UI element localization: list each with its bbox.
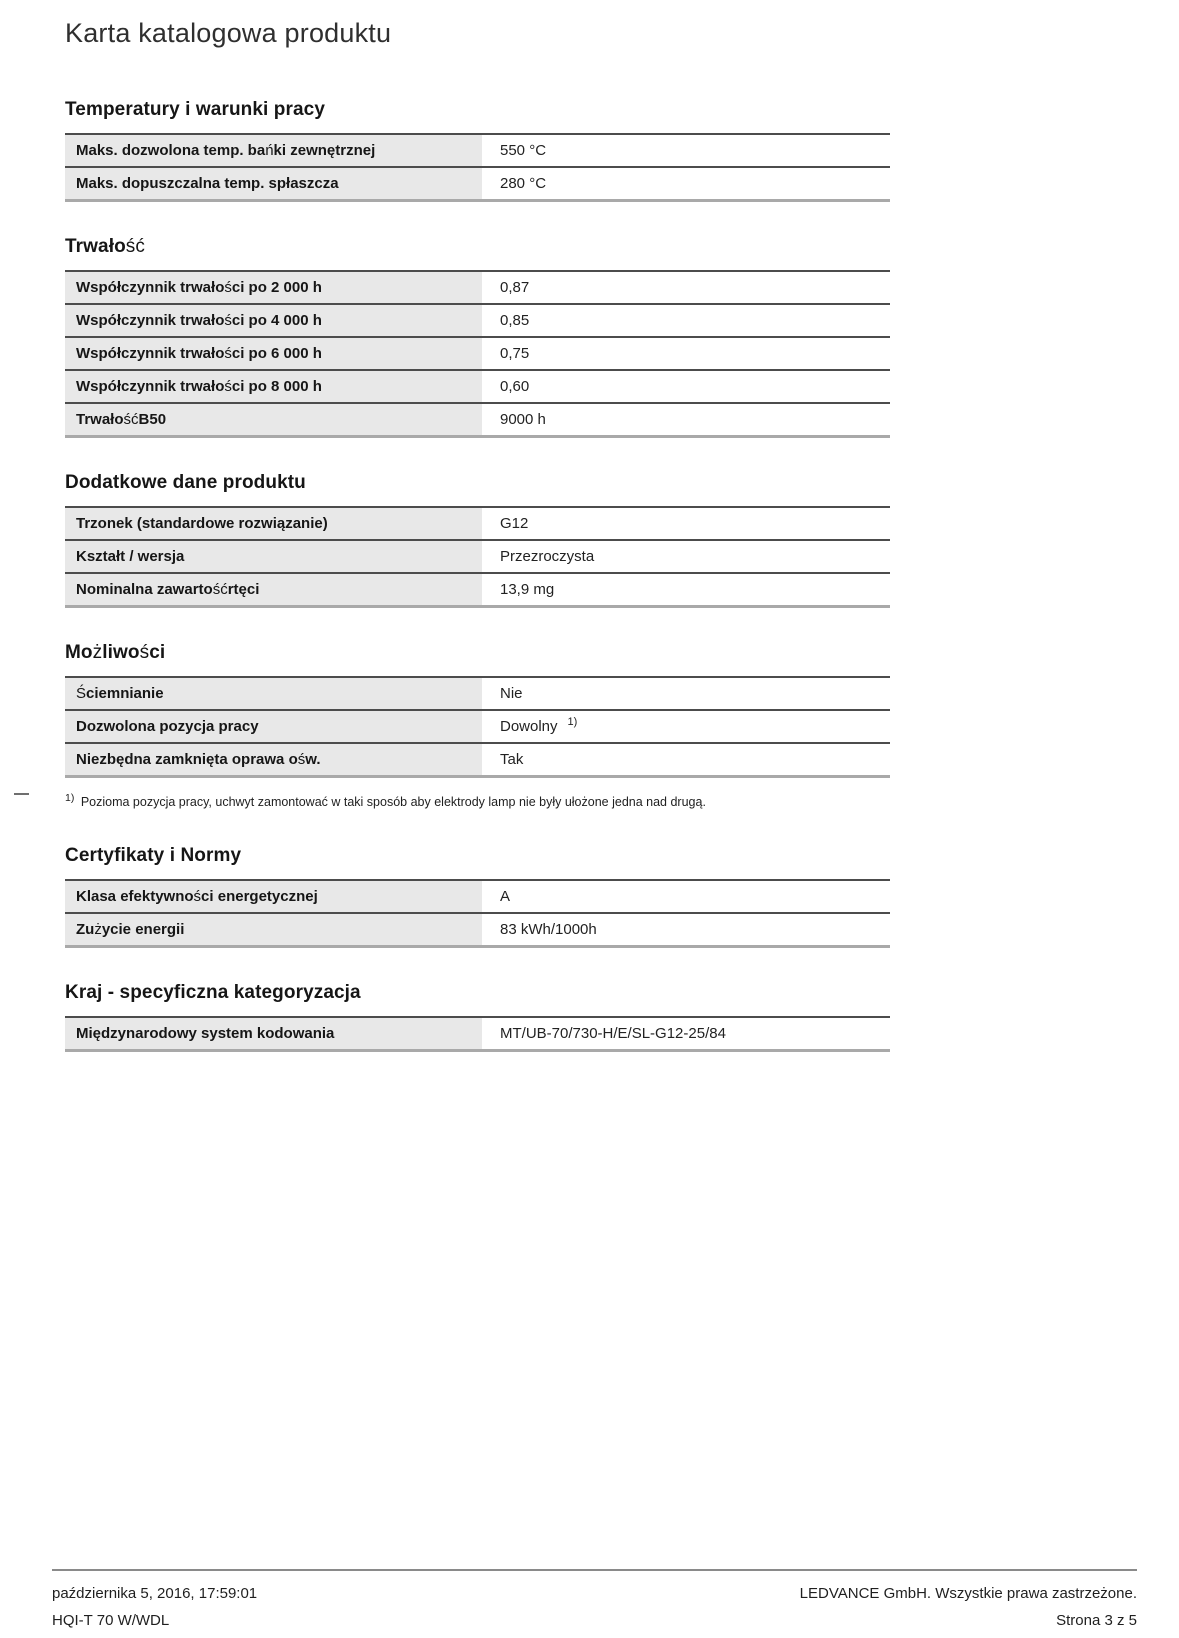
- row-label: Maks. dozwolona temp. ba ń ki zewnętrznej: [65, 135, 482, 166]
- row-value-text: 0,75: [500, 345, 530, 362]
- row-label: Współczynnik trwało ś ci po 8 000 h: [65, 371, 482, 402]
- row-label: Współczynnik trwało ś ci po 4 000 h: [65, 305, 482, 336]
- row-value-text: 0,87: [500, 279, 530, 296]
- row-value: [482, 272, 890, 303]
- section: [65, 99, 890, 202]
- row-value-text: Przezroczysta: [500, 548, 595, 565]
- table-row: [65, 879, 890, 912]
- table-row: [65, 303, 890, 336]
- footer-page-number: Strona 3 z 5: [1056, 1612, 1137, 1629]
- row-value: [482, 135, 890, 166]
- page-fold-mark: [14, 793, 29, 795]
- footer-copyright: LEDVANCE GmbH. Wszystkie prawa zastrzeżone.: [799, 1585, 1137, 1602]
- row-value: [482, 678, 890, 709]
- row-value: [482, 404, 890, 435]
- spec-table: [65, 270, 890, 438]
- row-value: [482, 541, 890, 572]
- footer-row: [52, 1585, 1137, 1603]
- row-value-text: A: [500, 888, 511, 905]
- row-value: [482, 574, 890, 605]
- section-title: Trwałość: [65, 236, 146, 257]
- row-label: Trzonek (standardowe rozwiązanie): [65, 508, 482, 539]
- footnote: [65, 790, 890, 811]
- table-row: [65, 369, 890, 402]
- row-value: [482, 881, 890, 912]
- footer-row: [52, 1612, 1137, 1630]
- row-value: [482, 305, 890, 336]
- page-title: Karta katalogowa produktu: [65, 18, 392, 48]
- section-title: Dodatkowe dane produktu: [65, 472, 306, 493]
- section: [65, 472, 890, 608]
- row-label: Międzynarodowy system kodowania: [65, 1018, 482, 1049]
- row-label: Współczynnik trwało ś ci po 2 000 h: [65, 272, 482, 303]
- row-value: [482, 914, 890, 945]
- spec-table: [65, 133, 890, 202]
- row-value-text: 0,60: [500, 378, 530, 395]
- row-value: [482, 371, 890, 402]
- table-row: [65, 133, 890, 166]
- row-value-text: Nie: [500, 685, 523, 702]
- row-value-text: 280 °C: [500, 175, 547, 192]
- section: [65, 845, 890, 948]
- row-value: [482, 338, 890, 369]
- footer-product: HQI-T 70 W/WDL: [52, 1612, 170, 1629]
- row-value: [482, 744, 890, 775]
- table-row: [65, 709, 890, 742]
- section: [65, 236, 890, 438]
- section: [65, 982, 890, 1052]
- spec-table: [65, 879, 890, 948]
- row-label: Ś ciemnianie: [65, 678, 482, 709]
- footnote-text: Pozioma pozycja pracy, uchwyt zamontować w taki sposób aby elektrody lamp nie były ułożone jedna nad drugą.: [77, 795, 706, 809]
- row-label: Dozwolona pozycja pracy: [65, 711, 482, 742]
- table-row: [65, 336, 890, 369]
- section-title: Możliwości: [65, 642, 166, 663]
- footnote-marker: 1): [65, 792, 75, 804]
- section-title: Kraj - specyficzna kategoryzacja: [65, 982, 361, 1003]
- row-label: Nominalna zawarto ś ć rtęci: [65, 574, 482, 605]
- row-value-text: MT/UB-70/730-H/E/SL-G12-25/84: [500, 1025, 726, 1042]
- table-row: [65, 506, 890, 539]
- row-label: Maks. dopuszczalna temp. spłaszcza: [65, 168, 482, 199]
- row-value: [482, 168, 890, 199]
- row-value-text: 13,9 mg: [500, 581, 555, 598]
- table-row: [65, 676, 890, 709]
- row-value: [482, 711, 890, 742]
- row-value: [482, 1018, 890, 1049]
- table-row: [65, 912, 890, 945]
- spec-table: [65, 676, 890, 778]
- row-label: Współczynnik trwało ś ci po 6 000 h: [65, 338, 482, 369]
- table-row: [65, 539, 890, 572]
- row-value-text: 550 °C: [500, 142, 547, 159]
- section: [65, 642, 890, 811]
- row-label: Niezbędna zamknięta oprawa o ś w.: [65, 744, 482, 775]
- row-value-text: 9000 h: [500, 411, 546, 428]
- table-row: [65, 270, 890, 303]
- spec-table: [65, 1016, 890, 1052]
- page-content: [65, 0, 890, 1052]
- table-row: [65, 166, 890, 199]
- row-label: Zu ż ycie energii: [65, 914, 482, 945]
- row-label: Klasa efektywno ś ci energetycznej: [65, 881, 482, 912]
- section-title: Certyfikaty i Normy: [65, 845, 242, 866]
- table-row: [65, 402, 890, 435]
- table-row: [65, 572, 890, 605]
- footnote-ref: 1): [567, 716, 578, 728]
- row-value-text: G12: [500, 515, 529, 532]
- table-row: [65, 1016, 890, 1049]
- spec-table: [65, 506, 890, 608]
- footer: [52, 1569, 1137, 1630]
- row-label: Trwało ś ć B50: [65, 404, 482, 435]
- section-title: Temperatury i warunki pracy: [65, 99, 325, 120]
- row-value: [482, 508, 890, 539]
- row-label: Kształt / wersja: [65, 541, 482, 572]
- row-value-text: Dowolny: [500, 718, 558, 735]
- table-row: [65, 742, 890, 775]
- sections: [65, 99, 890, 1052]
- footer-date: października 5, 2016, 17:59:01: [52, 1585, 258, 1602]
- row-value-text: Tak: [500, 751, 524, 768]
- row-value-text: 83 kWh/1000h: [500, 921, 597, 938]
- row-value-text: 0,85: [500, 312, 530, 329]
